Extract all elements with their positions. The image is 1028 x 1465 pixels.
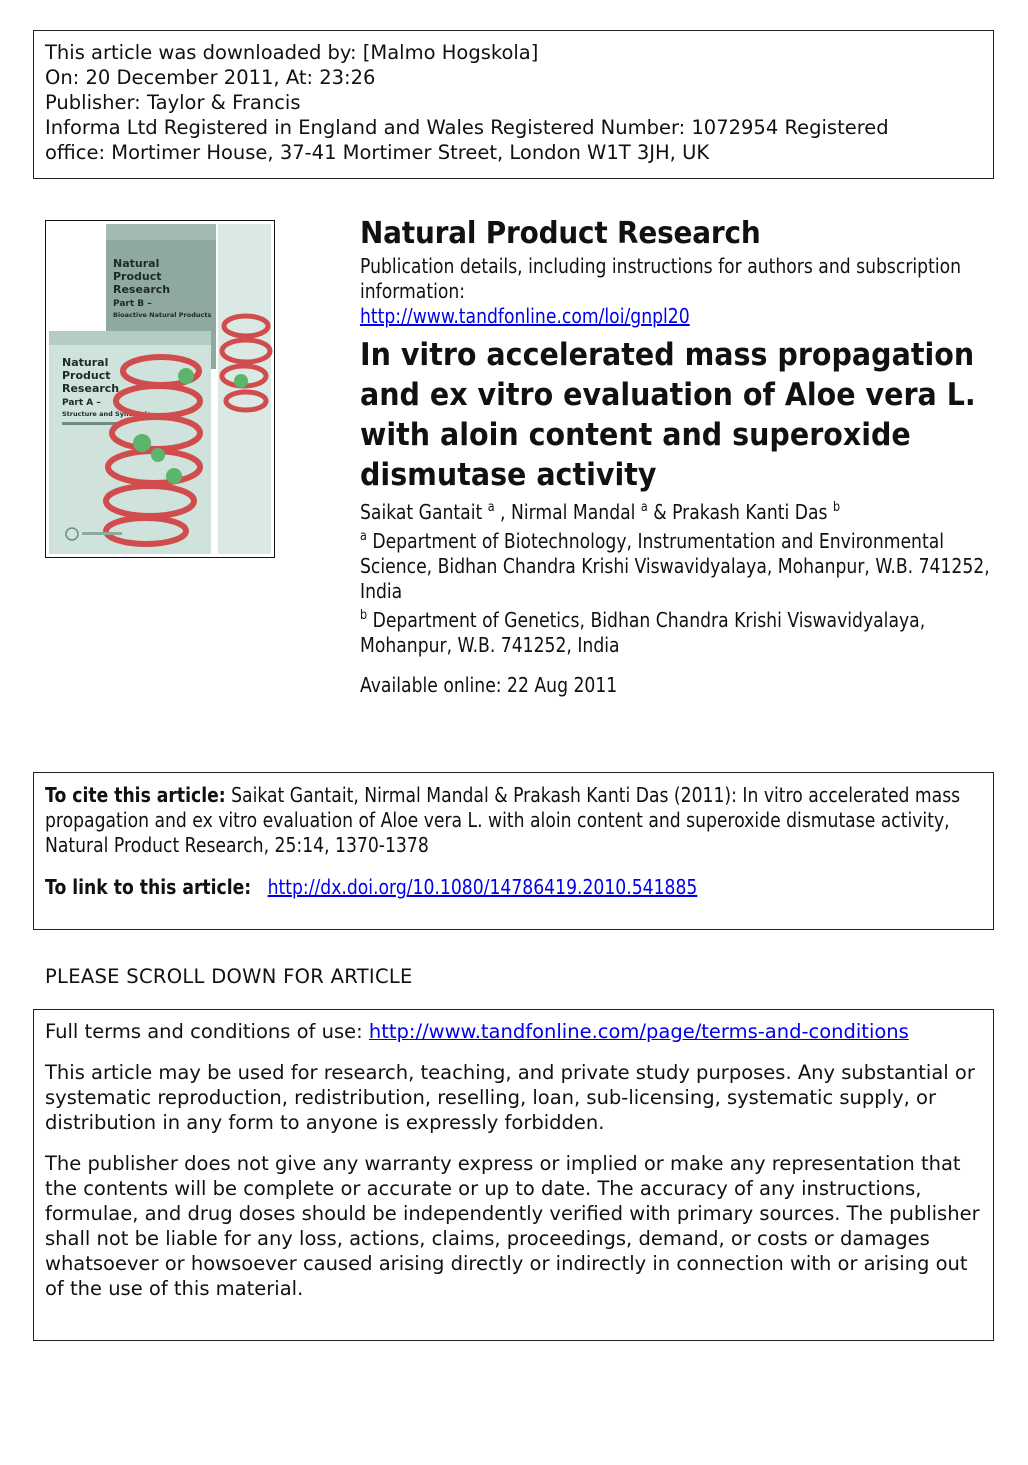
front-cover-header-band: [49, 331, 211, 345]
front-cover-title-3: Research: [62, 382, 120, 395]
article-doi-link[interactable]: http://dx.doi.org/10.1080/14786419.2010.541885: [267, 875, 698, 899]
journal-cover-image: [45, 220, 275, 558]
affiliation-a-sup: a: [360, 529, 367, 544]
affiliation-a: [360, 529, 998, 604]
affiliation-b-text: Department of Genetics, Bidhan Chandra Krishi Viswavidyalaya, Mohanpur, W.B. 741252, India: [360, 608, 926, 657]
terms-of-use: [45, 1019, 982, 1044]
author-name: Prakash Kanti Das: [672, 500, 828, 524]
author-separator: ,: [494, 500, 511, 524]
author-separator: &: [647, 500, 673, 524]
back-cover-right-edge: [218, 224, 271, 554]
article-link-label: To link to this article:: [45, 875, 252, 899]
article-header: [360, 214, 1000, 698]
back-cover-part-subtitle: Bioactive Natural Products: [113, 311, 212, 319]
citation-body: Saikat Gantait, Nirmal Mandal & Prakash Kanti Das (2011): In vitro accelerated mass propagation and ex vitro evaluation of Aloe vera L. with aloin content and superoxide dismutase activity, Natural Product Research, 25:14, 1370-1378: [45, 783, 961, 857]
publication-details: [360, 254, 998, 329]
publisher-logo-text: [82, 532, 122, 535]
author-list: [360, 499, 998, 525]
office-address-line: office: Mortimer House, 37-41 Mortimer Street, London W1T 3JH, UK: [45, 141, 710, 164]
front-cover-part-subtitle: Structure and Synthesis: [62, 410, 151, 418]
back-cover-title-2: Product: [113, 270, 162, 283]
journal-url-link[interactable]: http://www.tandfonline.com/loi/gnpl20: [360, 304, 690, 328]
back-cover-part-label: Part B –: [113, 299, 152, 309]
article-title: In vitro accelerated mass propagation and ex vitro evaluation of Aloe vera L. with aloin content and superoxide dismutase activity: [360, 337, 976, 493]
cover-illustration: [46, 221, 274, 557]
terms-box: [33, 1009, 994, 1341]
affiliation-b: [360, 608, 998, 658]
author-affil-sup: b: [832, 500, 841, 515]
author-affil-sup: a: [487, 500, 495, 515]
front-cover-part-label: Part A –: [62, 398, 101, 408]
download-by-line: This article was downloaded by: [Malmo Hogskola]: [45, 41, 539, 64]
usage-paragraph: This article may be used for research, teaching, and private study purposes. Any substantial or systematic reproduction, redistribution, reselling, loan, sub-licensing, systematic supply, or distribution in any form to anyone is expressly forbidden.: [45, 1061, 975, 1134]
publication-details-text: Publication details, including instructions for authors and subscription information:: [360, 254, 962, 303]
citation-text: [45, 783, 972, 858]
terms-url-link[interactable]: http://www.tandfonline.com/page/terms-and-conditions: [368, 1020, 909, 1043]
download-date-line: On: 20 December 2011, At: 23:26: [45, 66, 376, 89]
front-cover-rule: [62, 422, 122, 425]
journal-title: Natural Product Research: [360, 216, 761, 251]
terms-label: Full terms and conditions of use:: [45, 1020, 369, 1043]
available-online-date: Available online: 22 Aug 2011: [360, 673, 618, 697]
citation-box: [33, 772, 994, 930]
front-cover-title-1: Natural: [62, 356, 109, 369]
front-cover-title-2: Product: [62, 369, 111, 382]
affiliation-b-sup: b: [360, 608, 368, 623]
affiliation-a-text: Department of Biotechnology, Instrumentation and Environmental Science, Bidhan Chandra Krishi Viswavidyalaya, Mohanpur, W.B. 741252, India: [360, 529, 990, 603]
author-affil-sup: a: [640, 500, 648, 515]
article-link-row: [45, 875, 972, 900]
back-cover-title-1: Natural: [113, 257, 160, 270]
disclaimer-paragraph: The publisher does not give any warranty express or implied or make any representation that the contents will be complete or accurate or up to date. The accuracy of any instructions, formulae, and drug doses should be independently verified with primary sources. The publisher shall not be liable for any loss, actions, claims, proceedings, demand, or costs or damages whatsoever or howsoever caused arising directly or indirectly in connection with or arising out of the use of this material.: [45, 1152, 980, 1300]
back-cover-title-3: Research: [113, 283, 171, 296]
scroll-down-note: PLEASE SCROLL DOWN FOR ARTICLE: [45, 965, 413, 988]
author-name: Saikat Gantait: [360, 500, 483, 524]
registration-line: Informa Ltd Registered in England and Wales Registered Number: 1072954 Registered: [45, 116, 889, 139]
back-cover-helix-molecule: [234, 374, 248, 388]
download-notice-box: [33, 30, 994, 179]
author-name: Nirmal Mandal: [510, 500, 636, 524]
back-cover-header-band: [106, 224, 216, 240]
citation-label: To cite this article:: [45, 783, 226, 807]
publisher-line: Publisher: Taylor & Francis: [45, 91, 301, 114]
